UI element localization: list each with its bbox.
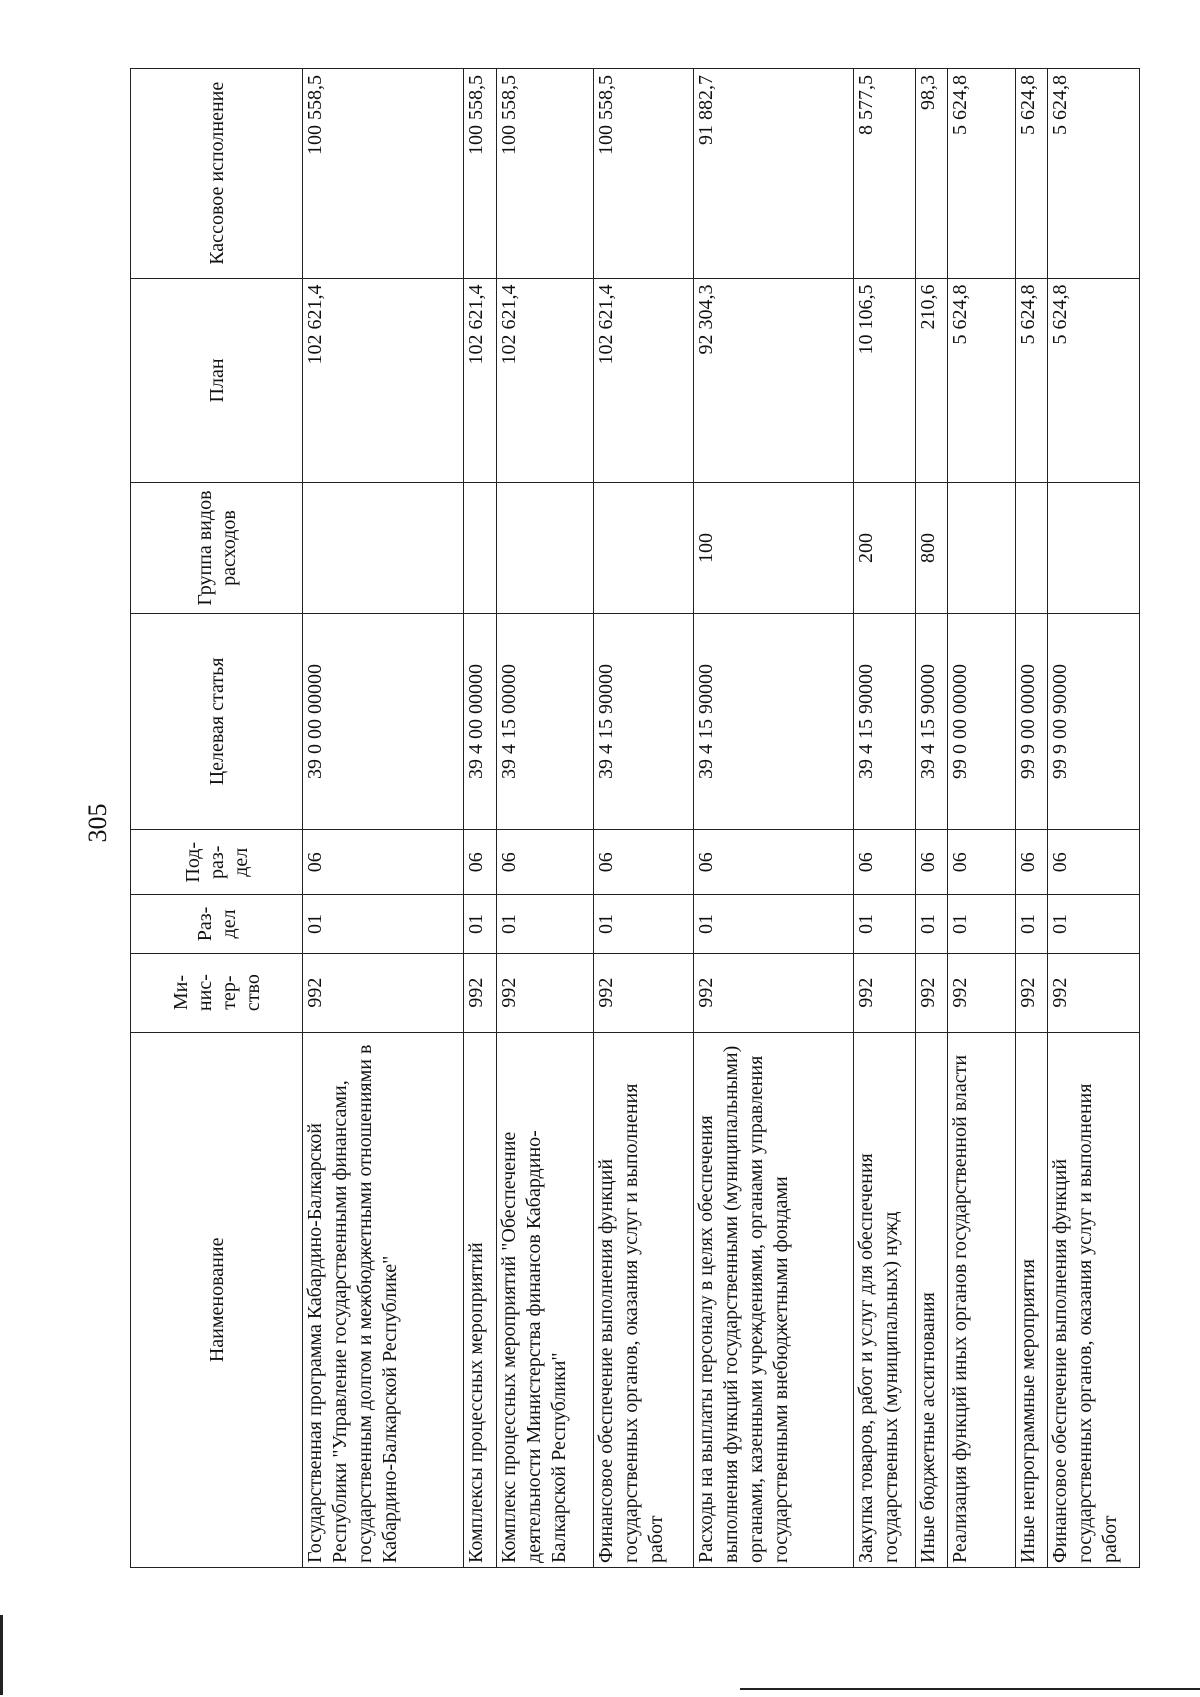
scan-edge-mark bbox=[0, 1615, 3, 1695]
cell-group bbox=[948, 483, 1015, 613]
cell-execution: 5 624,8 bbox=[948, 69, 1015, 279]
cell-name: Закупка товаров, работ и услуг для обеспечения государственных (муниципальных) нужд bbox=[854, 1032, 916, 1567]
budget-table-container bbox=[130, 68, 1140, 1568]
header-target-article: Целевая статья bbox=[131, 613, 303, 829]
cell-section: 01 bbox=[463, 895, 496, 953]
cell-group: 100 bbox=[693, 483, 854, 613]
cell-name: Комплекс процессных мероприятий "Обеспечение деятельности Министерства финансов Кабардино-Балкарской Республики" bbox=[496, 1032, 593, 1567]
cell-target: 39 0 00 00000 bbox=[303, 613, 464, 829]
budget-table bbox=[130, 68, 1140, 1568]
header-subsection: Под-раз-дел bbox=[131, 830, 303, 895]
table-row bbox=[854, 69, 916, 1568]
cell-ministry: 992 bbox=[1015, 953, 1047, 1032]
cell-section: 01 bbox=[1015, 895, 1047, 953]
cell-group bbox=[1015, 483, 1047, 613]
table-row bbox=[463, 69, 496, 1568]
scan-edge-line bbox=[740, 1688, 1200, 1690]
cell-execution: 100 558,5 bbox=[496, 69, 593, 279]
cell-ministry: 992 bbox=[303, 953, 464, 1032]
cell-execution: 100 558,5 bbox=[463, 69, 496, 279]
cell-section: 01 bbox=[948, 895, 1015, 953]
cell-plan: 5 624,8 bbox=[1047, 278, 1139, 483]
cell-subsection: 06 bbox=[1015, 830, 1047, 895]
cell-subsection: 06 bbox=[1047, 830, 1139, 895]
cell-plan: 102 621,4 bbox=[496, 278, 593, 483]
cell-name: Расходы на выплаты персоналу в целях обеспечения выполнения функций государственными (муниципальными) органами, казенными учреждениями, органами управления государственными внебюджетными фондами bbox=[693, 1032, 854, 1567]
cell-plan: 102 621,4 bbox=[594, 278, 694, 483]
cell-name: Комплексы процессных мероприятий bbox=[463, 1032, 496, 1567]
cell-subsection: 06 bbox=[854, 830, 916, 895]
cell-name: Реализация функций иных органов государственной власти bbox=[948, 1032, 1015, 1567]
cell-section: 01 bbox=[594, 895, 694, 953]
cell-plan: 5 624,8 bbox=[1015, 278, 1047, 483]
cell-group: 800 bbox=[916, 483, 948, 613]
header-ministry: Ми-нис-тер-ство bbox=[131, 953, 303, 1032]
cell-name: Государственная программа Кабардино-Балкарской Республики "Управление государственными финансами, государственным долгом и межбюджетными отношениями в Кабардино-Балкарской Республике" bbox=[303, 1032, 464, 1567]
cell-name: Иные бюджетные ассигнования bbox=[916, 1032, 948, 1567]
cell-execution: 8 577,5 bbox=[854, 69, 916, 279]
table-row bbox=[693, 69, 854, 1568]
table-row bbox=[948, 69, 1015, 1568]
cell-ministry: 992 bbox=[594, 953, 694, 1032]
table-row bbox=[303, 69, 464, 1568]
cell-plan: 5 624,8 bbox=[948, 278, 1015, 483]
cell-section: 01 bbox=[854, 895, 916, 953]
header-expense-group: Группа видов расходов bbox=[131, 483, 303, 613]
cell-target: 39 4 15 90000 bbox=[916, 613, 948, 829]
cell-execution: 91 882,7 bbox=[693, 69, 854, 279]
cell-execution: 98,3 bbox=[916, 69, 948, 279]
cell-plan: 102 621,4 bbox=[303, 278, 464, 483]
table-row bbox=[594, 69, 694, 1568]
cell-ministry: 992 bbox=[693, 953, 854, 1032]
page-number: 305 bbox=[83, 803, 112, 843]
cell-execution: 100 558,5 bbox=[303, 69, 464, 279]
cell-group bbox=[463, 483, 496, 613]
cell-plan: 10 106,5 bbox=[854, 278, 916, 483]
cell-subsection: 06 bbox=[948, 830, 1015, 895]
cell-group bbox=[1047, 483, 1139, 613]
cell-section: 01 bbox=[303, 895, 464, 953]
cell-target: 39 4 15 90000 bbox=[854, 613, 916, 829]
cell-plan: 210,6 bbox=[916, 278, 948, 483]
cell-subsection: 06 bbox=[303, 830, 464, 895]
cell-target: 39 4 15 90000 bbox=[693, 613, 854, 829]
cell-execution: 100 558,5 bbox=[594, 69, 694, 279]
cell-ministry: 992 bbox=[948, 953, 1015, 1032]
cell-section: 01 bbox=[496, 895, 593, 953]
cell-section: 01 bbox=[1047, 895, 1139, 953]
cell-execution: 5 624,8 bbox=[1047, 69, 1139, 279]
header-plan: План bbox=[131, 278, 303, 483]
cell-plan: 92 304,3 bbox=[693, 278, 854, 483]
cell-group bbox=[594, 483, 694, 613]
cell-group bbox=[303, 483, 464, 613]
header-name: Наименование bbox=[131, 1032, 303, 1567]
cell-target: 99 9 00 00000 bbox=[1015, 613, 1047, 829]
cell-ministry: 992 bbox=[1047, 953, 1139, 1032]
table-row bbox=[916, 69, 948, 1568]
cell-ministry: 992 bbox=[854, 953, 916, 1032]
header-section: Раз-дел bbox=[131, 895, 303, 953]
table-row bbox=[496, 69, 593, 1568]
cell-ministry: 992 bbox=[496, 953, 593, 1032]
cell-section: 01 bbox=[916, 895, 948, 953]
cell-target: 39 4 15 00000 bbox=[496, 613, 593, 829]
cell-group: 200 bbox=[854, 483, 916, 613]
cell-name: Финансовое обеспечение выполнения функций государственных органов, оказания услуг и выполнения работ bbox=[594, 1032, 694, 1567]
cell-subsection: 06 bbox=[916, 830, 948, 895]
cell-target: 39 4 00 00000 bbox=[463, 613, 496, 829]
cell-subsection: 06 bbox=[594, 830, 694, 895]
cell-ministry: 992 bbox=[463, 953, 496, 1032]
cell-name: Финансовое обеспечение выполнения функций государственных органов, оказания услуг и выполнения работ bbox=[1047, 1032, 1139, 1567]
table-row bbox=[1015, 69, 1047, 1568]
cell-subsection: 06 bbox=[693, 830, 854, 895]
cell-target: 39 4 15 90000 bbox=[594, 613, 694, 829]
cell-subsection: 06 bbox=[463, 830, 496, 895]
header-execution: Кассовое исполнение bbox=[131, 69, 303, 279]
cell-target: 99 0 00 00000 bbox=[948, 613, 1015, 829]
table-row bbox=[1047, 69, 1139, 1568]
cell-name: Иные непрограммные мероприятия bbox=[1015, 1032, 1047, 1567]
cell-execution: 5 624,8 bbox=[1015, 69, 1047, 279]
cell-ministry: 992 bbox=[916, 953, 948, 1032]
table-header-row bbox=[131, 69, 303, 1568]
cell-plan: 102 621,4 bbox=[463, 278, 496, 483]
cell-section: 01 bbox=[693, 895, 854, 953]
cell-target: 99 9 00 90000 bbox=[1047, 613, 1139, 829]
cell-group bbox=[496, 483, 593, 613]
cell-subsection: 06 bbox=[496, 830, 593, 895]
